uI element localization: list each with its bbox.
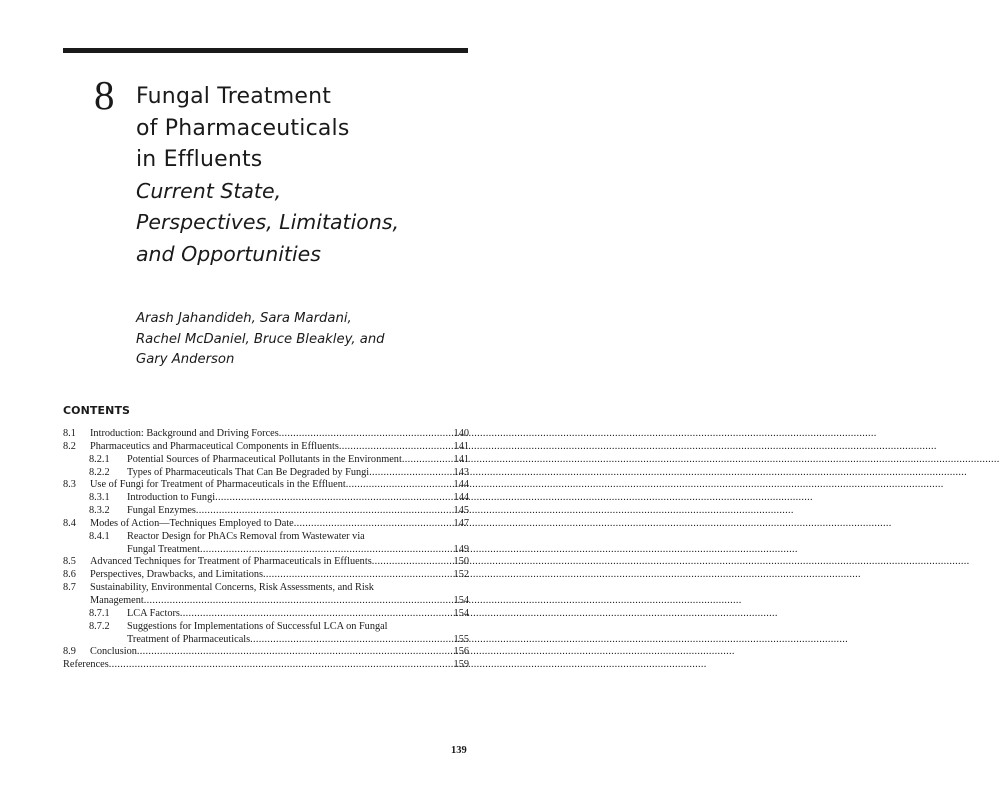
chapter-number: 8 (94, 72, 115, 118)
author-line: Arash Jahandideh, Sara Mardani, (136, 311, 352, 326)
toc-entry-title: Use of Fungi for Treatment of Pharmaceuticals in the Effluent (90, 479, 346, 491)
toc-entry-title: Advanced Techniques for Treatment of Pharmaceuticals in Effluents (90, 556, 372, 568)
toc-dot-leader (372, 556, 453, 569)
toc-entry-page: 144 (453, 492, 469, 504)
toc-entry-title: Suggestions for Implementations of Successful LCA on Fungal (127, 620, 388, 632)
toc-entry-number: 8.3 (63, 479, 76, 491)
authors (136, 309, 385, 371)
toc-entry (63, 582, 469, 595)
chapter-title-line: in Effluents (136, 147, 263, 172)
toc-entry-number: 8.3.1 (89, 492, 110, 504)
toc-entry-number: 8.7.2 (89, 620, 110, 632)
toc-entry-number: 8.6 (63, 569, 76, 581)
toc-entry-continuation (63, 544, 469, 557)
toc-entry (63, 454, 469, 467)
toc-dot-leader (196, 505, 453, 518)
toc-entry-continuation (63, 634, 469, 647)
top-rule (63, 48, 468, 53)
chapter-title-line: of Pharmaceuticals (136, 115, 350, 141)
toc-entry-title: Reactor Design for PhACs Removal from Wastewater via (127, 530, 365, 542)
toc-entry-title: Introduction: Background and Driving Forces (90, 428, 279, 439)
toc-dot-leader (109, 659, 453, 672)
page-number: 139 (451, 745, 467, 756)
toc-entry (63, 518, 469, 531)
toc-entry-title: Sustainability, Environmental Concerns, Risk Assessments, and Risk (90, 582, 374, 594)
contents-heading: CONTENTS (63, 404, 131, 417)
toc-entry (63, 531, 469, 544)
toc-entry-title: Conclusion (90, 646, 137, 658)
toc-entry-title: Types of Pharmaceuticals That Can Be Degraded by Fungi (127, 466, 370, 478)
toc-entry-title: Modes of Action—Techniques Employed to Date (90, 517, 294, 529)
toc-entry-number: 8.5 (63, 556, 76, 568)
toc-entry (63, 441, 469, 454)
toc-entry-page: 140 (453, 428, 469, 439)
author-line: Rachel McDaniel, Bruce Bleakley, and (136, 331, 385, 347)
toc-entry (63, 621, 469, 634)
author-line: Gary Anderson (136, 352, 235, 367)
toc-entry-title: LCA Factors (127, 607, 180, 619)
chapter-subtitle-line: Current State, (136, 178, 282, 203)
toc-entry-page: 147 (453, 517, 469, 529)
chapter-subtitle-line: Perspectives, Limitations, (136, 210, 400, 234)
toc-dot-leader (215, 492, 452, 505)
toc-entry (63, 646, 469, 659)
toc-entry-number: 8.7.1 (89, 607, 110, 619)
toc-entry-title-continued: Management (90, 594, 144, 606)
toc-entry-number: 8.7 (63, 582, 76, 594)
toc-entry-title: Introduction to Fungi (127, 492, 216, 504)
toc-entry-number: 8.3.2 (89, 505, 110, 517)
chapter-subtitle-line: and Opportunities (136, 241, 321, 266)
toc-entry-page: 154 (453, 607, 469, 619)
toc-dot-leader (402, 454, 453, 467)
toc-entry-title: References (63, 659, 109, 671)
toc-entry-number: 8.2.2 (89, 466, 110, 478)
toc-dot-leader (137, 646, 453, 659)
toc-entry-page: 143 (453, 466, 469, 478)
toc-entry-page: 145 (453, 505, 469, 517)
chapter-title-block (136, 81, 399, 270)
toc-dot-leader (279, 428, 453, 441)
toc-entry (63, 659, 469, 672)
toc-entry-number: 8.9 (63, 646, 76, 658)
toc-dot-leader (294, 518, 453, 531)
toc-entry-number: 8.1 (63, 428, 76, 439)
toc-dot-leader (250, 634, 452, 647)
toc-entry-title: Perspectives, Drawbacks, and Limitations (90, 569, 264, 581)
toc-entry-title-continued: Treatment of Pharmaceuticals (127, 633, 251, 645)
toc-entry-page: 155 (453, 633, 469, 645)
toc-entry-number: 8.4 (63, 517, 76, 529)
toc-entry-page: 144 (453, 479, 469, 491)
toc-entry (63, 569, 469, 582)
toc-entry-page: 141 (453, 440, 469, 452)
toc-entry (63, 556, 469, 569)
toc-entry-title-continued: Fungal Treatment (127, 543, 200, 555)
toc-dot-leader (263, 569, 453, 582)
toc-dot-leader (339, 441, 453, 454)
toc-dot-leader (346, 479, 453, 492)
toc-entry (63, 428, 469, 441)
toc-entry-page: 141 (453, 453, 469, 465)
toc-entry-page: 159 (453, 659, 469, 671)
toc-dot-leader (144, 595, 453, 608)
toc-entry (63, 479, 469, 492)
toc-entry (63, 492, 469, 505)
toc-entry-page: 154 (453, 594, 469, 606)
toc-entry-page: 150 (453, 556, 469, 568)
table-of-contents (63, 428, 469, 672)
toc-entry-title: Fungal Enzymes (127, 505, 196, 517)
toc-entry-page: 156 (453, 646, 469, 658)
chapter-title-line: Fungal Treatment (136, 84, 332, 109)
toc-entry-number: 8.2.1 (89, 453, 110, 465)
toc-entry-number: 8.4.1 (89, 530, 110, 542)
toc-entry-continuation (63, 595, 469, 608)
toc-dot-leader (180, 608, 453, 621)
toc-entry-title: Pharmaceutics and Pharmaceutical Components in Effluents (90, 440, 339, 452)
toc-entry (63, 608, 469, 621)
toc-entry-page: 152 (453, 569, 469, 581)
toc-entry-page: 149 (453, 543, 469, 555)
toc-entry-title: Potential Sources of Pharmaceutical Pollutants in the Environment (127, 453, 402, 465)
toc-dot-leader (200, 544, 453, 557)
toc-entry-number: 8.2 (63, 440, 76, 452)
toc-entry (63, 505, 469, 518)
toc-entry (63, 467, 469, 480)
toc-dot-leader (369, 467, 452, 480)
